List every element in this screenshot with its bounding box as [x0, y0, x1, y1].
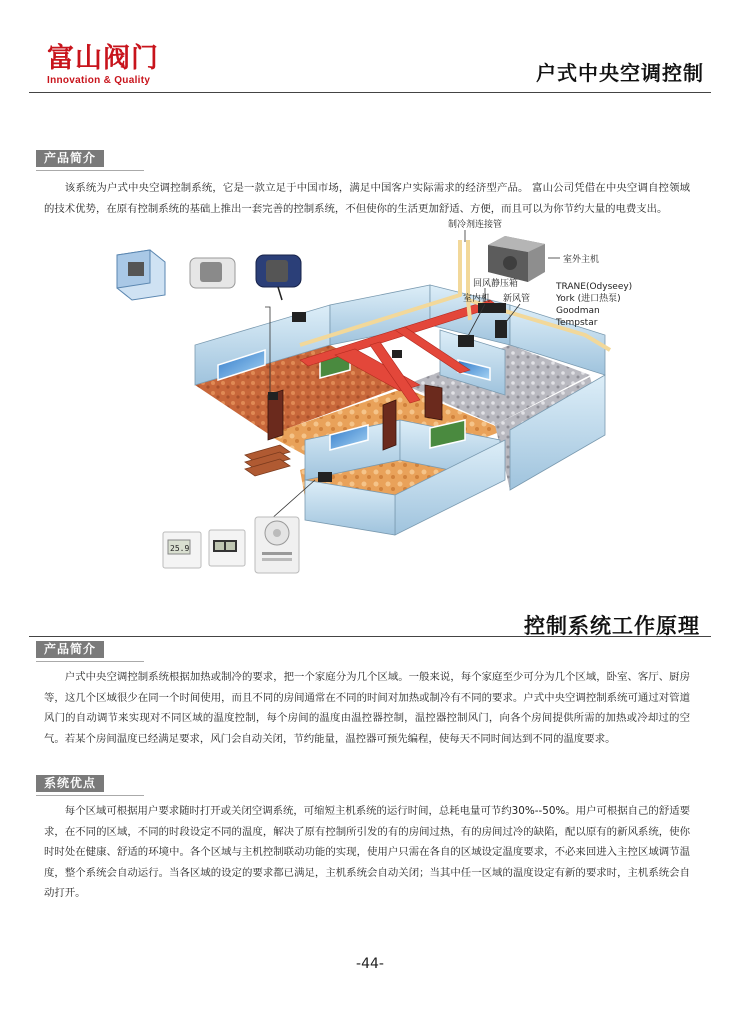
thermostat-dial: [255, 517, 299, 573]
advantages-paragraph: 每个区域可根据用户要求随时打开或关闭空调系统，可缩短主机系统的运行时间，总耗电量可节约30%--50%。用户可根据自己的舒适要求，在不同的区域，不同的时段设定不同的温度，解决了原有控制所引发的有的房间过热，有的房间过冷的缺陷，配以原有的新风系统，使你时时处在健康、舒适的环境中。各个区域与主机控制联动功能的实现，使用户只需在各自的区域设定温度要求，不必来回进入主控区域调节温度，整个系统会自动运行。当各区域的设定的要求都已满足，主机系统会自动关闭；当其中任一区域的温度设定有新的要求时，主机系统会自动打开。: [44, 805, 690, 899]
box-damper-photo: [117, 250, 165, 300]
intro-paragraph: 该系统为户式中央空调控制系统，它是一款立足于中国市场，满足中国客户实际需求的经济型产品。 富山公司凭借在中央空调自控领域的技术优势，在原有控制系统的基础上推出一套完善的控制系统，不但使你的生活更加舒适、方便，而且可以为你节约大量的电费支出。: [44, 182, 690, 215]
brand-tagline: Innovation & Quality: [47, 75, 151, 86]
thermostat-display-value: 25.9: [170, 544, 190, 553]
label-outdoor-unit: 室外主机: [563, 255, 600, 265]
section-title-working-principle: 控制系统工作原理: [524, 614, 700, 638]
label-refrigerant-pipe: 制冷剂连接管: [448, 220, 503, 230]
section-label-advantages: 系统优点: [36, 775, 104, 792]
label-brand-2: York (进口热泵): [556, 294, 621, 304]
label-indoor-unit: 室内机: [463, 294, 491, 304]
label-brand-3: Goodman: [556, 306, 600, 316]
label-fresh-air: 新风管: [503, 294, 531, 304]
round-damper-photo: [190, 258, 235, 288]
outdoor-unit: [488, 236, 545, 282]
thermostat-products: [163, 517, 299, 573]
label-brand-1: TRANE(Odyseey): [556, 282, 633, 292]
brand-name: 富山阀门: [47, 43, 159, 74]
label-brand-4: Tempstar: [556, 318, 598, 328]
thermostat-digital-2: [209, 530, 245, 566]
page-number: -44-: [356, 956, 384, 972]
section-label-intro: 产品简介: [36, 150, 104, 167]
actuator-damper-photo: [256, 255, 301, 300]
principle-paragraph: 户式中央空调控制系统根据加热或制冷的要求，把一个家庭分为几个区域。一般来说，每个家庭至少可分为几个区域，卧室、客厅、厨房等，这几个区域很少在同一个时间使用，而且不同的房间通常在不同的时间对加热或制冷有不同的要求。户式中央空调控制系统可通过对管道风门的自动调节来实现对不同区域的温度控制，每个房间的温度由温控器控制，温控器控制风门，向各个房间提供所需的加热或冷却过的空气。若某个房间温度已经满足要求，风门会自动关闭，节约能量，温控器可预先编程，使每天不同时间达到不同的温度要求。: [44, 671, 690, 745]
section-label-principle: 产品简介: [36, 641, 104, 658]
damper-products: [117, 250, 301, 300]
thermostat-digital-1: [163, 532, 201, 568]
stairs: [245, 445, 290, 476]
page-title: 户式中央空调控制: [536, 61, 704, 85]
label-return-box: 回风静压箱: [473, 279, 519, 289]
section-divider: [29, 636, 711, 637]
